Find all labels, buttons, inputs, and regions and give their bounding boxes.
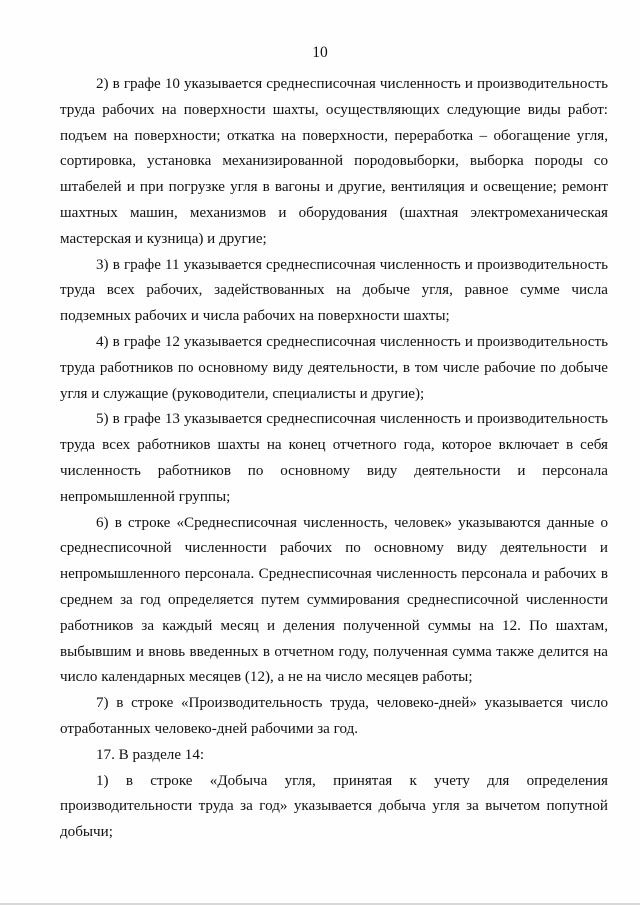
page-number: 10 [312,44,328,61]
paragraph-item-5: 5) в графе 13 указывается среднесписочная численность и производительность труда всех работников шахты на конец отчетного года, которое включает в себя численность работников по основному виду деятельности и персонала непромышленной группы; [60,411,608,505]
section-heading-17: 17. В разделе 14: [96,746,205,763]
paragraph-item-4: 4) в графе 12 указывается среднесписочная численность и производительность труда работников по основному виду деятельности, в том числе рабочие по добыче угля и служащие (руководители, специалисты и другие); [60,333,608,402]
document-body [60,72,608,846]
paragraph-item-1: 1) в строке «Добыча угля, принятая к учету для определения производительности труда за год» указывается добыча угля за вычетом попутной добычи; [60,772,608,841]
paragraph-item-2: 2) в графе 10 указывается среднесписочная численность и производительность труда рабочих на поверхности шахты, осуществляющих следующие виды работ: подъем на поверхности; откатка на поверхности, переработка – обогащение угля, сортировка, установка механизированной породовыборки, выборка породы со штабелей и при погрузке угля в вагоны и другие, вентиляция и освещение; ремонт шахтных машин, механизмов и оборудования (шахтная электромеханическая мастерская и кузница) и другие; [60,76,608,247]
paragraph-item-7: 7) в строке «Производительность труда, человеко-дней» указывается число отработанных человеко-дней рабочими за год. [60,695,608,737]
paragraph-item-6: 6) в строке «Среднесписочная численность, человек» указываются данные о среднесписочной численности рабочих по основному виду деятельности и непромышленного персонала. Среднесписочная численность персонала и рабочих в среднем за год определяется путем суммирования среднесписочной численности работников за каждый месяц и деления полученной суммы на 12. По шахтам, выбывшим и вновь введенных в отчетном году, полученная сумма также делится на число календарных месяцев (12), а не на число месяцев работы; [60,514,608,686]
paragraph-item-3: 3) в графе 11 указывается среднесписочная численность и производительность труда всех рабочих, задействованных на добыче угля, равное сумме числа подземных рабочих и числа рабочих на поверхности шахты; [60,256,608,325]
